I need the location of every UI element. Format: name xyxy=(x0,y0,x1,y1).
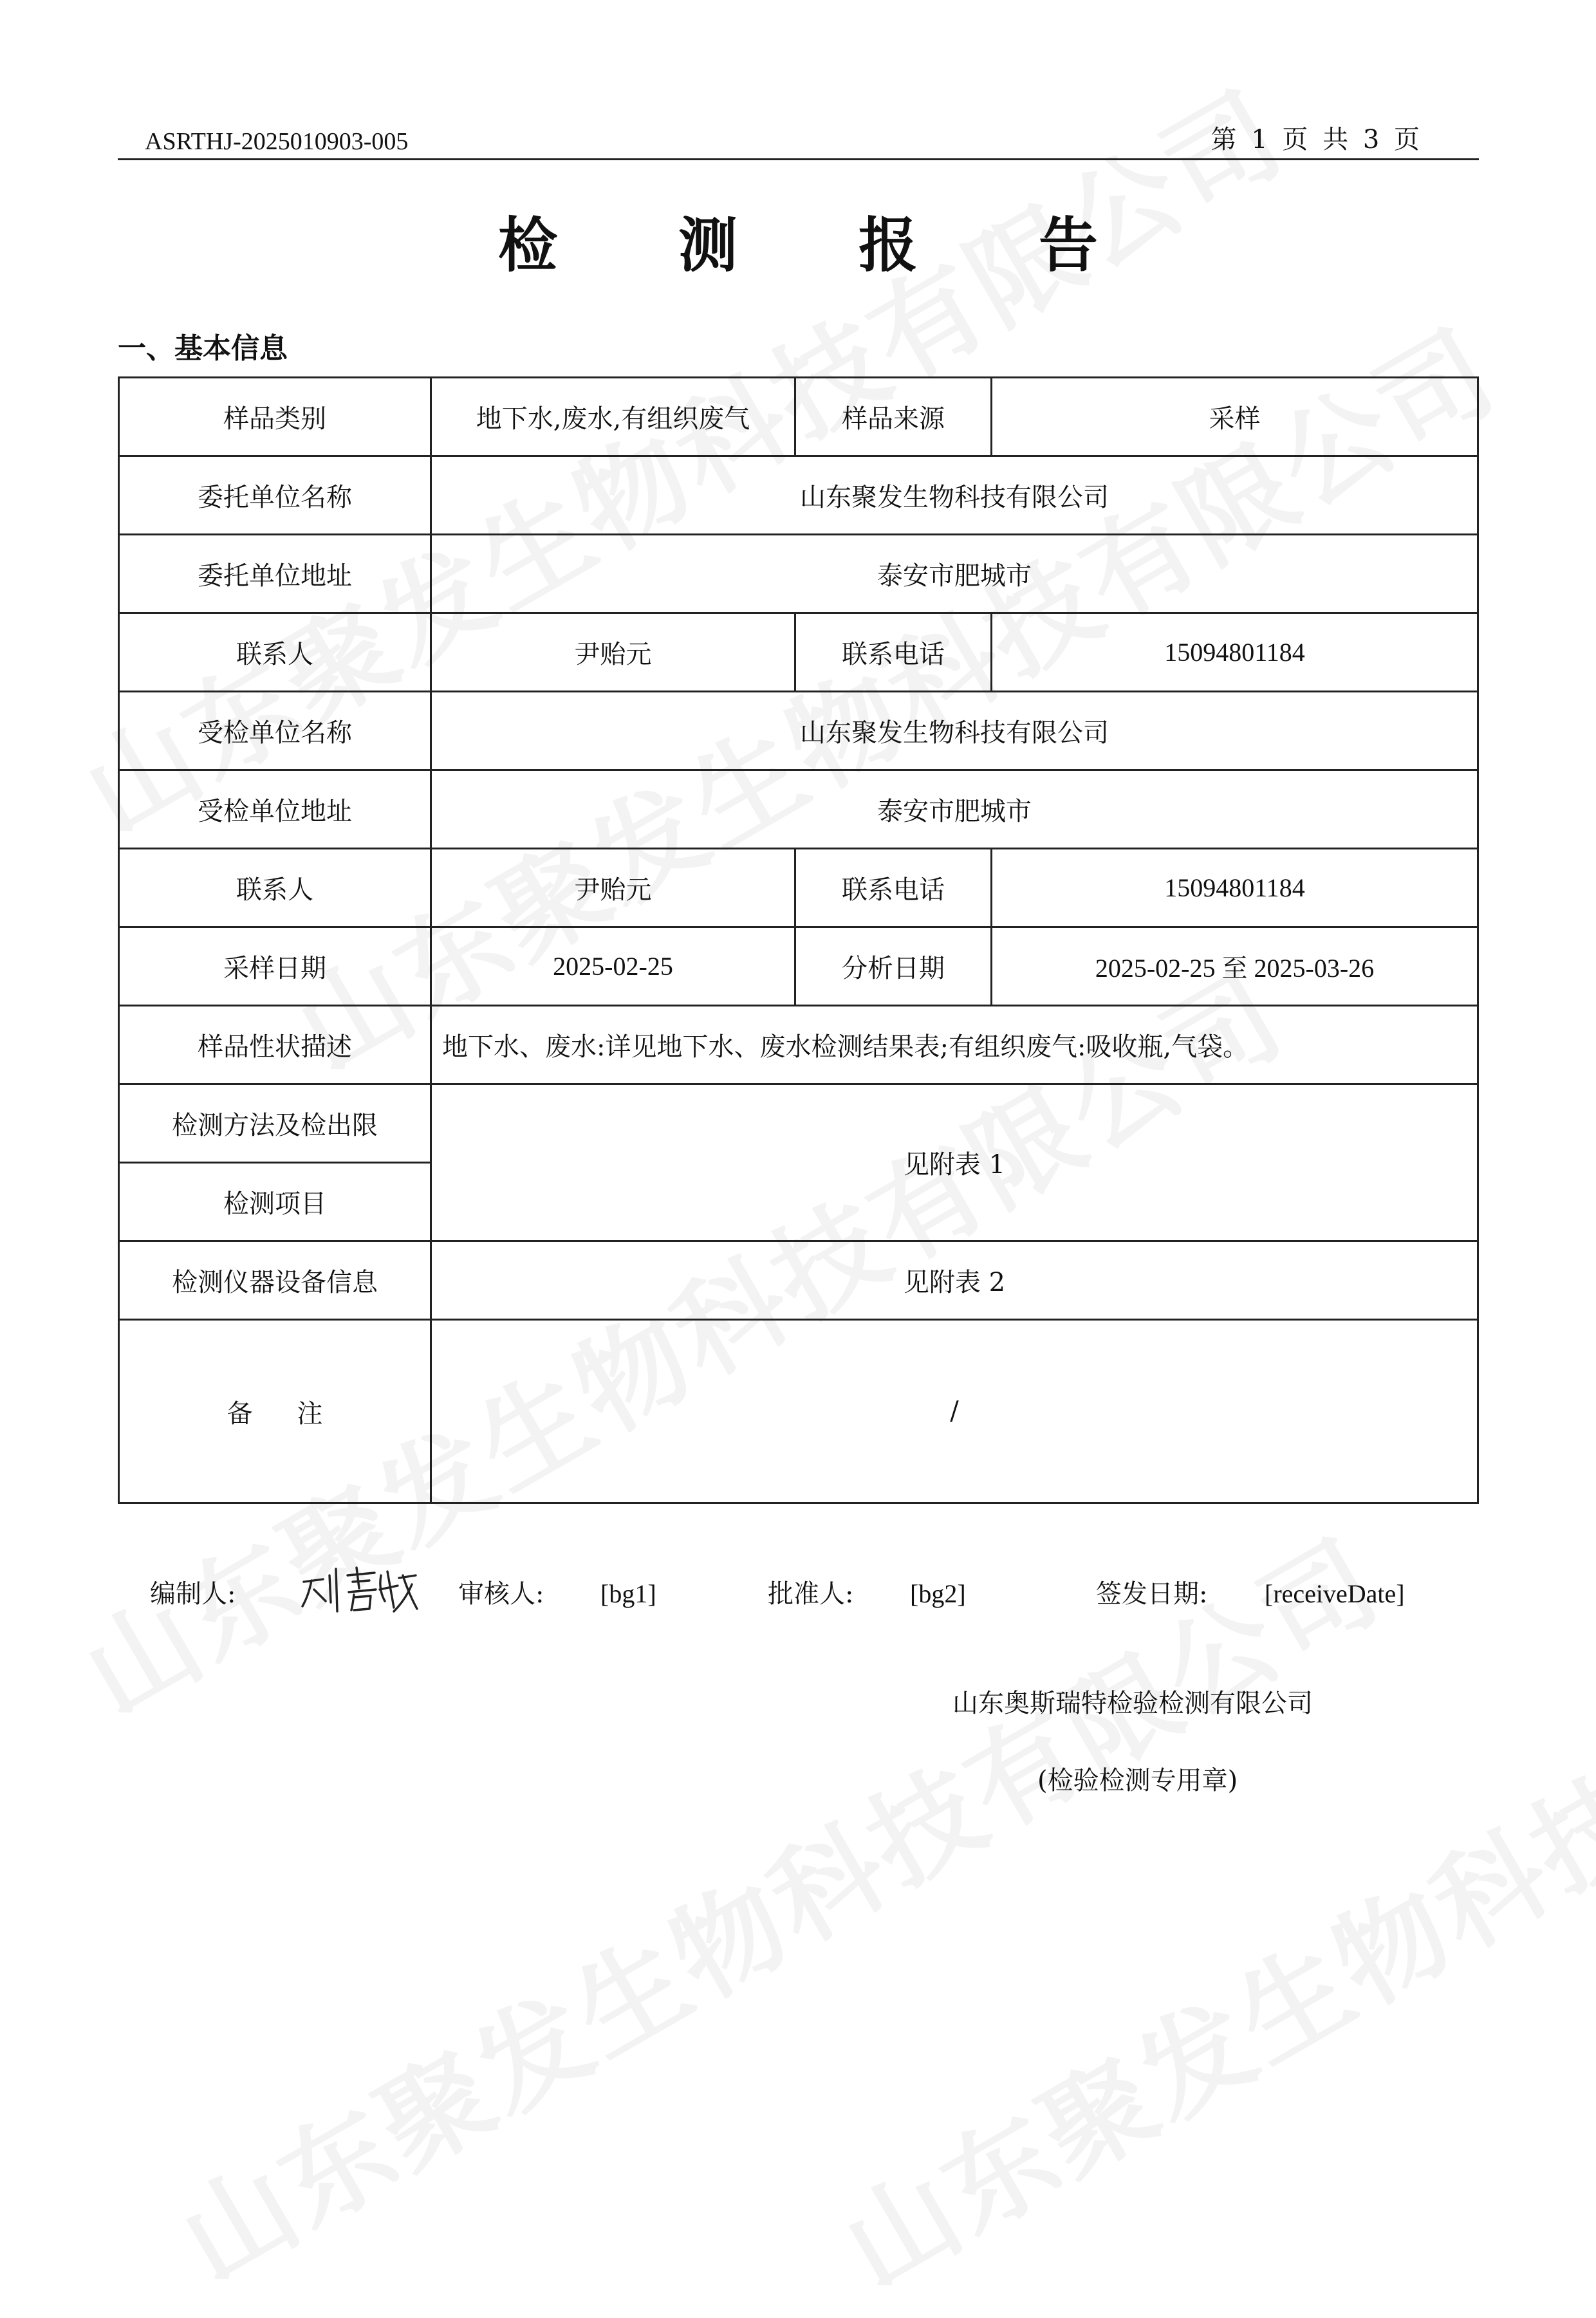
table-row xyxy=(119,1084,1478,1163)
inspected-name-label: 受检单位名称 xyxy=(119,692,431,770)
page-info: 第 1 页 共 3 页 xyxy=(1211,125,1420,154)
client-phone-value: 15094801184 xyxy=(992,613,1478,692)
inspected-address-label: 受检单位地址 xyxy=(119,770,431,849)
client-address-label: 委托单位地址 xyxy=(119,535,431,613)
sample-type-label: 样品类别 xyxy=(119,378,431,456)
report-number: ASRTHJ-2025010903-005 xyxy=(145,128,409,155)
table-row xyxy=(119,849,1478,927)
section-title: 一、基本信息 xyxy=(118,332,288,365)
issue-date-value: [receiveDate] xyxy=(1265,1579,1405,1608)
reviewer-value: [bg1] xyxy=(600,1579,656,1608)
company-name: 山东奥斯瑞特检验检测有限公司 xyxy=(952,1689,1313,1718)
client-contact-label: 联系人 xyxy=(119,613,431,692)
table-row xyxy=(119,692,1478,770)
sample-desc-value: 地下水、废水:详见地下水、废水检测结果表;有组织废气:吸收瓶,气袋。 xyxy=(431,1006,1478,1084)
instrument-value: 见附表 2 xyxy=(431,1241,1478,1320)
report-title: 检 测 报 告 xyxy=(497,211,1149,280)
issue-date-label: 签发日期: xyxy=(1096,1579,1208,1609)
table-row xyxy=(119,1006,1478,1084)
seal-note: (检验检测专用章) xyxy=(1037,1766,1238,1795)
sampling-date-value: 2025-02-25 xyxy=(431,927,795,1006)
table-row xyxy=(119,378,1478,456)
page-header xyxy=(118,111,1479,160)
remarks-label: 备 注 xyxy=(119,1320,431,1503)
inspected-phone-value: 15094801184 xyxy=(992,849,1478,927)
approver-label: 批准人: xyxy=(768,1579,854,1609)
table-row xyxy=(119,1320,1478,1503)
client-name-label: 委托单位名称 xyxy=(119,456,431,535)
remarks-value: / xyxy=(431,1320,1478,1503)
client-phone-label: 联系电话 xyxy=(795,613,992,692)
inspected-contact-value: 尹贻元 xyxy=(431,849,795,927)
inspected-name-value: 山东聚发生物科技有限公司 xyxy=(431,692,1478,770)
inspected-address-value: 泰安市肥城市 xyxy=(431,770,1478,849)
table-row xyxy=(119,456,1478,535)
reviewer-label: 审核人: xyxy=(458,1579,544,1609)
method-label: 检测方法及检出限 xyxy=(119,1084,431,1163)
table-row xyxy=(119,613,1478,692)
compiler-signature xyxy=(297,1556,420,1620)
sample-type-value: 地下水,废水,有组织废气 xyxy=(431,378,795,456)
items-label: 检测项目 xyxy=(119,1163,431,1241)
watermark xyxy=(811,1502,1596,2318)
table-row xyxy=(119,770,1478,849)
table-row xyxy=(119,1241,1478,1320)
inspected-contact-label: 联系人 xyxy=(119,849,431,927)
compiler-label: 编制人: xyxy=(150,1579,236,1609)
table-row xyxy=(119,927,1478,1006)
table-row xyxy=(119,535,1478,613)
instrument-label: 检测仪器设备信息 xyxy=(119,1241,431,1320)
basic-info-table xyxy=(118,376,1479,1504)
client-address-value: 泰安市肥城市 xyxy=(431,535,1478,613)
inspected-phone-label: 联系电话 xyxy=(795,849,992,927)
client-contact-value: 尹贻元 xyxy=(431,613,795,692)
analysis-date-value: 2025-02-25 至 2025-03-26 xyxy=(992,927,1478,1006)
analysis-date-label: 分析日期 xyxy=(795,927,992,1006)
sampling-date-label: 采样日期 xyxy=(119,927,431,1006)
sample-source-label: 样品来源 xyxy=(795,378,992,456)
sample-source-value: 采样 xyxy=(992,378,1478,456)
method-items-value: 见附表 1 xyxy=(431,1084,1478,1241)
approver-value: [bg2] xyxy=(910,1579,966,1608)
client-name-value: 山东聚发生物科技有限公司 xyxy=(431,456,1478,535)
sample-desc-label: 样品性状描述 xyxy=(119,1006,431,1084)
